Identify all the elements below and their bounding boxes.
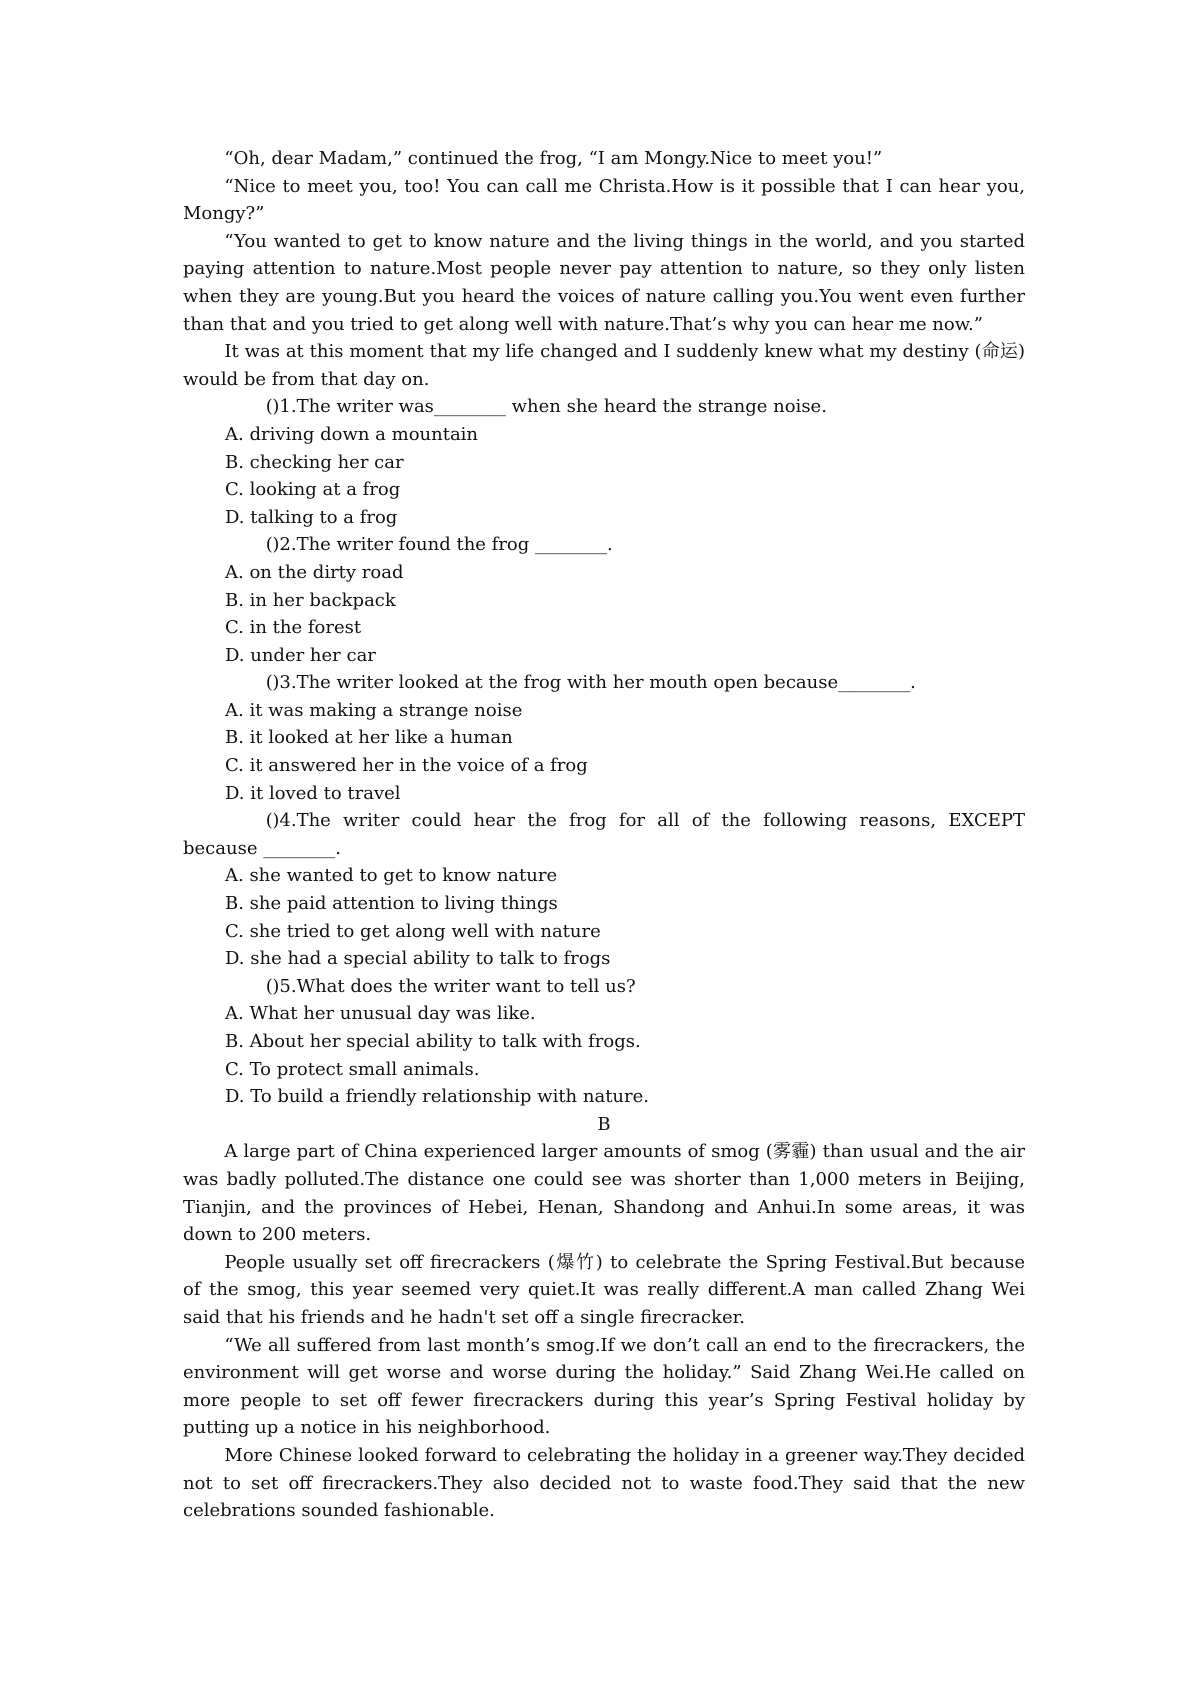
question-option: B. in her backpack — [225, 589, 396, 611]
passage-a-paragraph: “Nice to meet you, too! You can call me Christa.How is it possible that I can hear you, Mongy?” — [183, 175, 1025, 225]
question-text: )5.What does the writer want to tell us? — [272, 975, 636, 997]
question-option: A. driving down a mountain — [225, 423, 479, 445]
section-label: B — [597, 1113, 611, 1135]
question-text: )4.The writer could hear the frog for all of the following reasons, EXCEPT because ________. — [183, 810, 1025, 859]
question-block — [183, 669, 1025, 807]
question-text: )1.The writer was________ when she heard the strange noise. — [272, 396, 827, 418]
passage-b-paragraph: “We all suffered from last month’s smog.If we don’t call an end to the firecrackers, the environment will get worse and worse during the holiday.” Said Zhang Wei.He called on more people to set off fewer firecrackers during this year’s Spring Festival holiday by putting up a notice in his neighborhood. — [183, 1334, 1025, 1439]
answer-blank[interactable]: ( — [265, 975, 273, 997]
passage-a-paragraph: “Oh, dear Madam,” continued the frog, “I am Mongy.Nice to meet you!” — [224, 148, 883, 169]
document-page — [183, 145, 1025, 1525]
question-option: D. To build a friendly relationship with nature. — [225, 1086, 650, 1108]
question-option: C. To protect small animals. — [225, 1058, 480, 1080]
question-stem — [183, 973, 1025, 1001]
answer-blank[interactable]: ( — [265, 672, 273, 694]
question-block — [183, 973, 1025, 1111]
question-option: C. looking at a frog — [225, 479, 401, 501]
question-block — [183, 393, 1025, 531]
question-option: A. it was making a strange noise — [225, 699, 523, 721]
question-stem — [183, 807, 1025, 862]
question-option: B. About her special ability to talk with frogs. — [225, 1031, 641, 1052]
question-option: C. she tried to get along well with nature — [225, 920, 601, 942]
question-block — [183, 531, 1025, 669]
question-option: B. it looked at her like a human — [225, 727, 513, 749]
question-stem — [183, 393, 1025, 421]
question-option: D. under her car — [225, 644, 376, 666]
passage-a-paragraph: It was at this moment that my life changed and I suddenly knew what my destiny (命运) would be from that day on. — [183, 341, 1025, 390]
question-stem — [183, 669, 1025, 697]
question-text: )3.The writer looked at the frog with her mouth open because________. — [272, 672, 916, 694]
question-option: C. it answered her in the voice of a frog — [225, 755, 588, 777]
passage-b-paragraph: People usually set off firecrackers (爆竹) to celebrate the Spring Festival.But because of the smog, this year seemed very quiet.It was really different.A man called Zhang Wei said that his friends and he hadn't set off a single firecracker. — [183, 1251, 1025, 1328]
question-option: C. in the forest — [225, 617, 362, 639]
question-stem — [183, 531, 1025, 559]
question-text: )2.The writer found the frog ________. — [272, 534, 613, 556]
question-option: A. she wanted to get to know nature — [225, 865, 558, 887]
question-option: B. checking her car — [225, 451, 404, 473]
passage-b-paragraph: A large part of China experienced larger amounts of smog (雾霾) than usual and the air was badly polluted.The distance one could see was shorter than 1,000 meters in Beijing, Tianjin, and the provinces of Hebei, Henan, Shandong and Anhui.In some areas, it was down to 200 meters. — [183, 1141, 1025, 1246]
answer-blank[interactable]: ( — [265, 534, 273, 556]
answer-blank[interactable]: ( — [265, 810, 273, 832]
passage-b-paragraph: More Chinese looked forward to celebrating the holiday in a greener way.They decided not to set off firecrackers.They also decided not to waste food.They said that the new celebrations sounded fashionable. — [183, 1444, 1025, 1522]
question-option: D. talking to a frog — [225, 506, 398, 528]
passage-a-paragraph: “You wanted to get to know nature and the living things in the world, and you started paying attention to nature.Most people never pay attention to nature, so they only listen when they are young.But you heard the voices of nature calling you.You went even further than that and you tried to get along well with nature.That’s why you can hear me now.” — [183, 230, 1025, 335]
question-block — [183, 807, 1025, 973]
question-option: D. it loved to travel — [225, 782, 401, 804]
answer-blank[interactable]: ( — [265, 396, 273, 418]
question-option: A. What her unusual day was like. — [225, 1003, 536, 1025]
question-option: A. on the dirty road — [225, 561, 404, 583]
question-option: D. she had a special ability to talk to frogs — [225, 948, 611, 970]
question-option: B. she paid attention to living things — [225, 893, 558, 915]
